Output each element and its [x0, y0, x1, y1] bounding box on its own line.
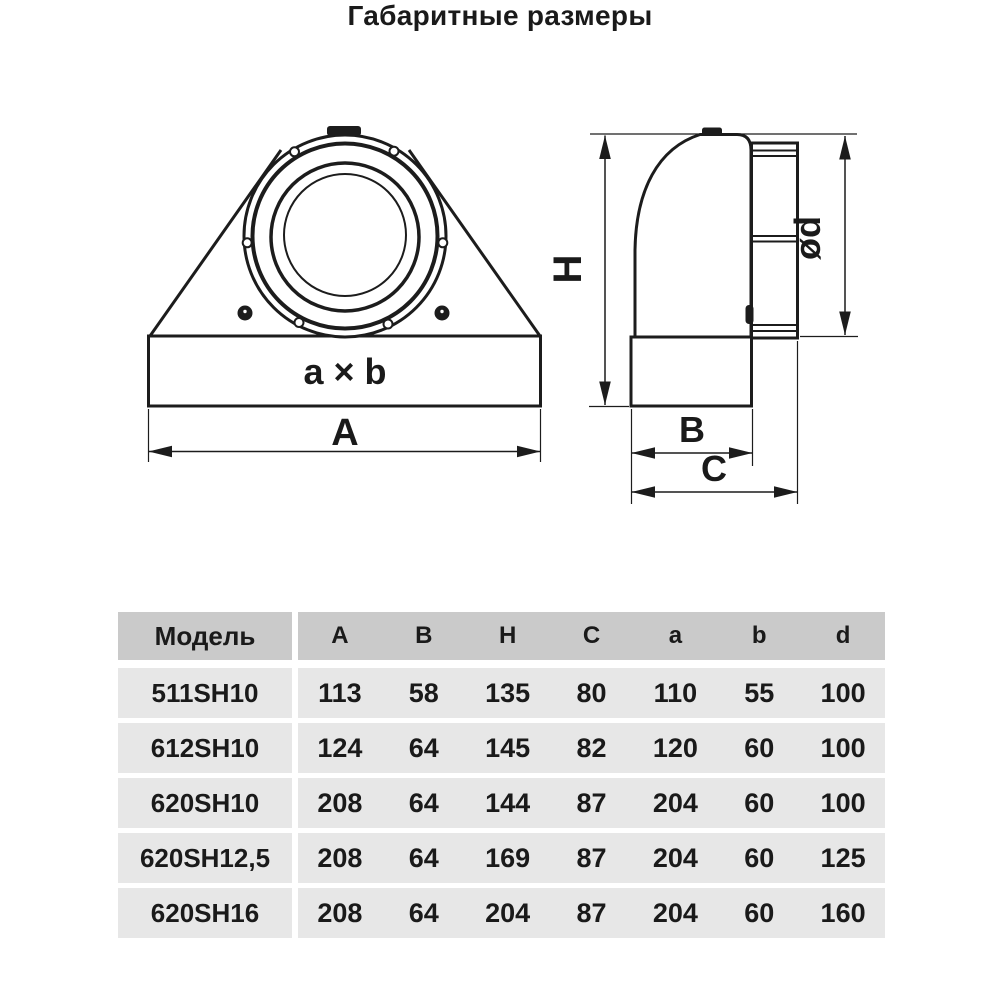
model-cell: 612SH10	[118, 723, 292, 773]
dim-diameter-label: ød	[787, 216, 828, 260]
model-cell: 620SH10	[118, 778, 292, 828]
dim-A-label: A	[331, 412, 359, 454]
value-cell: 110	[653, 677, 698, 708]
spigot-detent	[746, 305, 754, 324]
value-cell: 208	[317, 842, 363, 873]
value-cell: 64	[408, 897, 439, 928]
value-cell: 60	[744, 732, 775, 763]
value-cells	[298, 833, 885, 883]
table-title: Габаритные размеры	[347, 0, 653, 31]
side-base	[631, 337, 752, 406]
front-base-label: a × b	[303, 351, 387, 392]
value-cell: 64	[408, 732, 439, 763]
model-cell: 511SH10	[118, 668, 292, 718]
value-cell: 60	[744, 787, 775, 818]
value-cell: 160	[820, 897, 866, 928]
column-header-C: C	[582, 622, 601, 649]
table-header-row	[118, 612, 885, 660]
value-cell: 204	[652, 842, 698, 873]
dim-A	[149, 409, 541, 462]
value-cell: 135	[485, 677, 531, 708]
value-cell: 60	[744, 842, 775, 873]
value-cell: 124	[317, 732, 363, 763]
table-row	[118, 833, 885, 883]
front-top-tab	[327, 126, 361, 136]
value-cell: 208	[317, 897, 363, 928]
value-cell: 87	[576, 897, 607, 928]
value-cells	[298, 888, 885, 938]
model-cell: 620SH16	[118, 888, 292, 938]
value-cell: 80	[576, 677, 607, 708]
value-cell: 82	[576, 732, 607, 763]
value-cell: 208	[317, 787, 363, 818]
column-header-a: a	[668, 622, 683, 649]
front-view	[149, 126, 541, 462]
dim-B	[632, 409, 753, 504]
column-header-model: Модель	[118, 612, 292, 660]
value-cell: 145	[485, 732, 531, 763]
value-cell: 87	[576, 842, 607, 873]
dim-C-label: C	[701, 448, 727, 489]
elbow-body	[635, 135, 751, 338]
table-header-cells	[298, 612, 885, 660]
value-cell: 60	[744, 897, 775, 928]
value-cell: 204	[485, 897, 531, 928]
side-top-tab	[702, 128, 722, 136]
table-row	[118, 668, 885, 718]
column-header-A: A	[331, 622, 349, 649]
duct-bore-inner	[284, 174, 406, 296]
model-cell: 620SH12,5	[118, 833, 292, 883]
dimensions-table	[118, 612, 885, 943]
value-cell: 87	[576, 787, 607, 818]
value-cell: 58	[408, 677, 439, 708]
value-cell: 120	[652, 732, 698, 763]
value-cell: 204	[652, 897, 698, 928]
value-cells	[298, 723, 885, 773]
column-header-H: H	[498, 622, 517, 649]
dim-H-label: H	[546, 254, 590, 284]
dim-H	[546, 136, 629, 407]
column-header-B: B	[415, 622, 433, 649]
value-cells	[298, 668, 885, 718]
value-cell: 55	[744, 677, 775, 708]
value-cell: 64	[408, 787, 439, 818]
side-view	[546, 128, 858, 505]
value-cell: 64	[408, 842, 439, 873]
value-cell: 100	[820, 677, 866, 708]
column-header-d: d	[835, 622, 851, 649]
value-cell: 144	[485, 787, 531, 818]
screw-right	[435, 306, 450, 321]
screw-left	[238, 306, 253, 321]
column-header-b: b	[751, 622, 767, 649]
value-cell: 100	[820, 787, 866, 818]
value-cell: 204	[652, 787, 698, 818]
dim-B-label: B	[679, 409, 705, 450]
value-cell: 169	[485, 842, 531, 873]
value-cell: 113	[318, 677, 362, 708]
value-cell: 100	[820, 732, 866, 763]
table-row	[118, 778, 885, 828]
table-row	[118, 888, 885, 938]
table-row	[118, 723, 885, 773]
value-cells	[298, 778, 885, 828]
value-cell: 125	[820, 842, 866, 873]
